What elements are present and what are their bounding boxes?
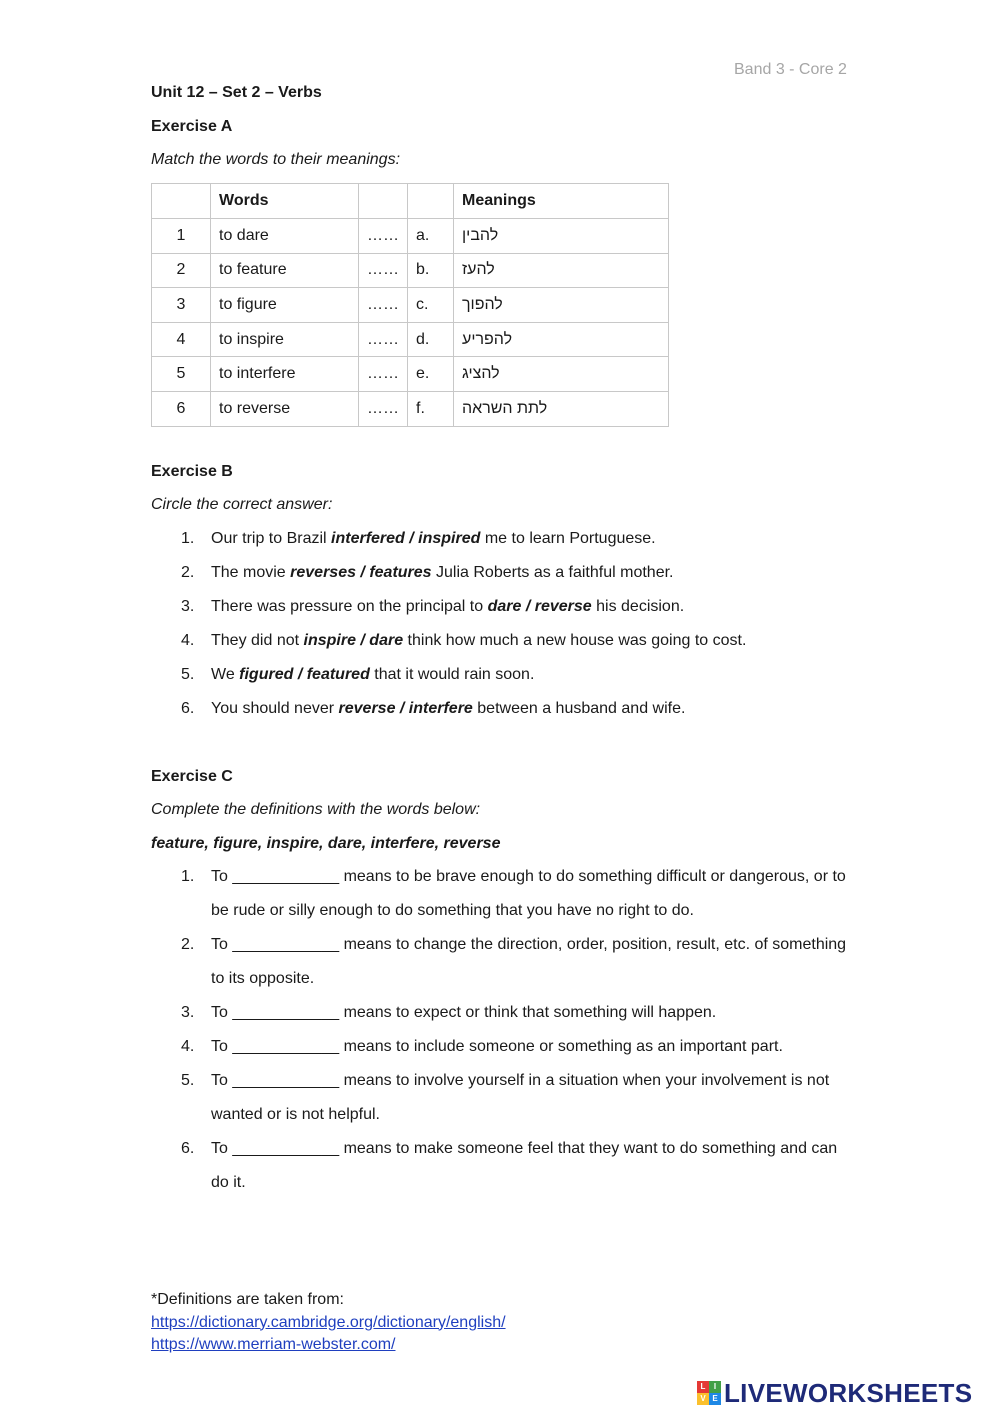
exercise-a-heading: Exercise A xyxy=(151,118,233,135)
merriam-webster-link[interactable]: https://www.merriam-webster.com/ xyxy=(151,1336,396,1353)
exercise-b-list xyxy=(181,522,746,726)
item-number: 5. xyxy=(181,1072,195,1089)
definition-text: To ____________ means to include someone or something as an important part. xyxy=(211,1038,783,1055)
item-text-post: think how much a new house was going to cost. xyxy=(403,632,747,649)
row-number: 3 xyxy=(152,288,211,323)
row-letter: c. xyxy=(408,288,454,323)
row-number: 6 xyxy=(152,391,211,426)
header-band-label: Band 3 - Core 2 xyxy=(734,61,847,78)
row-word: to inspire xyxy=(211,322,359,357)
list-item xyxy=(181,658,746,692)
answer-blank[interactable]: …… xyxy=(359,253,408,288)
item-number: 1. xyxy=(181,530,195,547)
answer-choice[interactable]: inspire / dare xyxy=(303,632,404,649)
item-text-post: his decision. xyxy=(591,598,685,615)
row-letter: d. xyxy=(408,322,454,357)
answer-blank[interactable]: …… xyxy=(359,357,408,392)
item-number: 1. xyxy=(181,868,195,885)
list-item xyxy=(181,624,746,658)
list-item xyxy=(181,1064,851,1132)
exercise-c-list xyxy=(181,860,851,1200)
item-text-post: me to learn Portuguese. xyxy=(480,530,656,547)
item-text-pre: They did not xyxy=(211,632,304,649)
row-word: to feature xyxy=(211,253,359,288)
list-item xyxy=(181,1030,851,1064)
list-item xyxy=(181,522,746,556)
matching-table xyxy=(151,183,669,427)
item-number: 4. xyxy=(181,1038,195,1055)
list-item xyxy=(181,590,746,624)
badge-letter: I xyxy=(709,1381,721,1393)
row-letter: b. xyxy=(408,253,454,288)
answer-choice[interactable]: reverses / features xyxy=(290,564,432,581)
item-number: 3. xyxy=(181,598,195,615)
list-item xyxy=(181,692,746,726)
item-text-post: Julia Roberts as a faithful mother. xyxy=(431,564,674,581)
row-number: 1 xyxy=(152,219,211,254)
item-number: 5. xyxy=(181,666,195,683)
table-row xyxy=(152,322,669,357)
definition-text: To ____________ means to involve yourself in a situation when your involvement is not wanted or is not helpful. xyxy=(211,1072,830,1123)
definition-text: To ____________ means to make someone feel that they want to do something and can do it. xyxy=(211,1140,838,1191)
item-text-pre: The movie xyxy=(211,564,291,581)
row-meaning: לתת השראה xyxy=(454,391,669,426)
answer-blank[interactable]: …… xyxy=(359,219,408,254)
definition-text: To ____________ means to expect or think that something will happen. xyxy=(211,1004,717,1021)
header-num-cell xyxy=(152,184,211,219)
row-word: to interfere xyxy=(211,357,359,392)
word-bank: feature, figure, inspire, dare, interfere, reverse xyxy=(151,835,501,852)
answer-choice[interactable]: dare / reverse xyxy=(487,598,592,615)
item-number: 2. xyxy=(181,936,195,953)
references xyxy=(151,1289,506,1357)
header-words: Words xyxy=(211,184,359,219)
exercise-b-instruction: Circle the correct answer: xyxy=(151,496,333,513)
row-letter: e. xyxy=(408,357,454,392)
list-item xyxy=(181,860,851,928)
row-meaning: להציג xyxy=(454,357,669,392)
row-word: to figure xyxy=(211,288,359,323)
row-meaning: להפריע xyxy=(454,322,669,357)
row-letter: a. xyxy=(408,219,454,254)
row-meaning: להבין xyxy=(454,219,669,254)
header-letter-cell xyxy=(408,184,454,219)
answer-blank[interactable]: …… xyxy=(359,391,408,426)
list-item xyxy=(181,928,851,996)
item-text-post: between a husband and wife. xyxy=(472,700,686,717)
badge-letter: E xyxy=(709,1393,721,1405)
answer-blank[interactable]: …… xyxy=(359,322,408,357)
row-meaning: להעז xyxy=(454,253,669,288)
list-item xyxy=(181,556,746,590)
page-title: Unit 12 – Set 2 – Verbs xyxy=(151,84,322,101)
logo-badge-icon xyxy=(697,1381,721,1405)
answer-choice[interactable]: interfered / inspired xyxy=(331,530,481,547)
badge-letter: V xyxy=(697,1393,709,1405)
answer-choice[interactable]: reverse / interfere xyxy=(338,700,473,717)
logo-wordmark: LIVEWORKSHEETS xyxy=(724,1377,973,1408)
exercise-c-heading: Exercise C xyxy=(151,768,233,785)
item-text-pre: You should never xyxy=(211,700,339,717)
item-number: 6. xyxy=(181,700,195,717)
row-word: to dare xyxy=(211,219,359,254)
item-text-post: that it would rain soon. xyxy=(369,666,535,683)
row-word: to reverse xyxy=(211,391,359,426)
liveworksheets-logo xyxy=(697,1378,972,1408)
answer-choice[interactable]: figured / featured xyxy=(239,666,370,683)
row-number: 4 xyxy=(152,322,211,357)
exercise-a-instruction: Match the words to their meanings: xyxy=(151,151,401,168)
table-row xyxy=(152,219,669,254)
header-dots-cell xyxy=(359,184,408,219)
item-text-pre: There was pressure on the principal to xyxy=(211,598,488,615)
item-number: 6. xyxy=(181,1140,195,1157)
table-row xyxy=(152,357,669,392)
exercise-c-instruction: Complete the definitions with the words below: xyxy=(151,801,481,818)
table-row xyxy=(152,391,669,426)
answer-blank[interactable]: …… xyxy=(359,288,408,323)
definition-text: To ____________ means to change the direction, order, position, result, etc. of something to its opposite. xyxy=(211,936,847,987)
item-number: 3. xyxy=(181,1004,195,1021)
table-row xyxy=(152,288,669,323)
table-header-row xyxy=(152,184,669,219)
table-row xyxy=(152,253,669,288)
row-meaning: להפוך xyxy=(454,288,669,323)
list-item xyxy=(181,1132,851,1200)
header-meanings: Meanings xyxy=(454,184,669,219)
row-letter: f. xyxy=(408,391,454,426)
references-note: *Definitions are taken from: xyxy=(151,1291,344,1308)
row-number: 2 xyxy=(152,253,211,288)
exercise-b-heading: Exercise B xyxy=(151,463,233,480)
item-number: 4. xyxy=(181,632,195,649)
list-item xyxy=(181,996,851,1030)
badge-letter: L xyxy=(697,1381,709,1393)
row-number: 5 xyxy=(152,357,211,392)
definition-text: To ____________ means to be brave enough to do something difficult or dangerous, or to be rude or silly enough to do something that you have no right to do. xyxy=(211,868,846,919)
item-text-pre: We xyxy=(211,666,240,683)
cambridge-link[interactable]: https://dictionary.cambridge.org/dictionary/english/ xyxy=(151,1313,506,1331)
item-text-pre: Our trip to Brazil xyxy=(211,530,332,547)
item-number: 2. xyxy=(181,564,195,581)
